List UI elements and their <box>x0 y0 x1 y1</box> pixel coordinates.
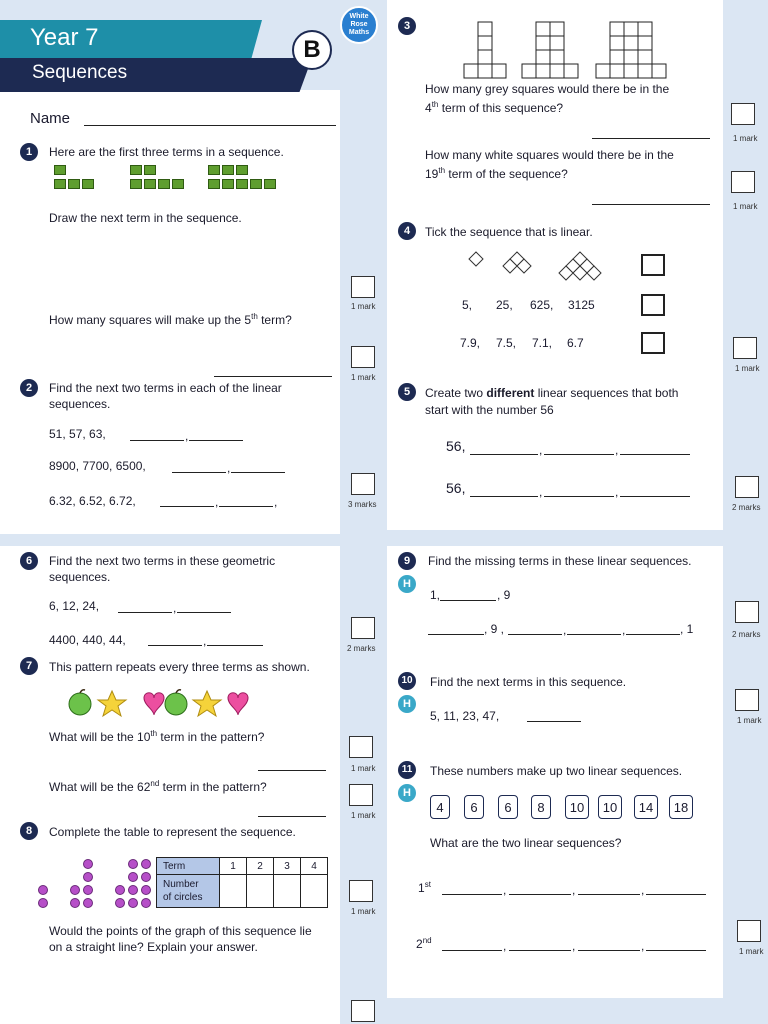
q4-row2-term-3: 625, <box>530 298 554 312</box>
heart-icon <box>144 693 164 715</box>
question-number-1: 1 <box>20 143 38 161</box>
q4-tick-box-1[interactable] <box>641 254 665 276</box>
q2-seq1: 51, 57, 63, <box>49 427 106 441</box>
q1-mark-label-2: 1 mark <box>351 373 376 382</box>
q9-mark-box[interactable] <box>735 601 759 623</box>
q5-text-2: start with the number 56 <box>425 403 554 417</box>
q6-seq1-blank-1[interactable] <box>118 612 172 613</box>
q5-seq1-blank-1[interactable] <box>470 454 538 455</box>
apple-icon-2 <box>165 690 187 715</box>
q11-card-8: 18 <box>669 795 693 819</box>
q2-seq2-blank-2[interactable] <box>231 472 285 473</box>
q3-answer-line-2[interactable] <box>592 204 710 205</box>
q11-first-comma-2: , <box>572 883 576 897</box>
q8-term-4: 4 <box>301 858 328 875</box>
star-icon <box>98 691 126 716</box>
q1-mark-box-2[interactable] <box>351 346 375 368</box>
q2-seq3: 6.32, 6.52, 6.72, <box>49 494 136 508</box>
logo-word-2: Rose <box>350 21 368 28</box>
q1-text: Here are the first three terms in a sequence. <box>49 145 284 159</box>
q4-text: Tick the sequence that is linear. <box>425 225 593 239</box>
q6-seq1-blank-2[interactable] <box>177 612 231 613</box>
q9-mark-label: 2 marks <box>732 630 761 639</box>
q3-pattern-svg <box>458 20 668 80</box>
q11-second-comma-1: , <box>503 939 507 953</box>
q4-tick-box-3[interactable] <box>641 332 665 354</box>
q11-mark-label: 1 mark <box>739 947 764 956</box>
q7-mark-label-1: 1 mark <box>351 764 376 773</box>
q6-seq1-comma: , <box>173 601 177 615</box>
hyper-badge-10: H <box>398 695 416 713</box>
q4-mark-box[interactable] <box>733 337 757 359</box>
q4-tick-box-2[interactable] <box>641 294 665 316</box>
q8-term-2: 2 <box>247 858 274 875</box>
name-line[interactable] <box>84 125 336 126</box>
q2-seq1-blank-1[interactable] <box>130 440 184 441</box>
bottom-mark-box-left[interactable] <box>351 1000 375 1022</box>
heart-icon-2 <box>228 693 248 715</box>
q11-card-2: 6 <box>464 795 484 819</box>
q11-first-comma-3: , <box>641 883 645 897</box>
q3-answer-line-1[interactable] <box>592 138 710 139</box>
q10-mark-box[interactable] <box>735 689 759 711</box>
white-rose-maths-logo <box>340 6 378 44</box>
q6-mark-box[interactable] <box>351 617 375 639</box>
q11-card-6: 10 <box>598 795 622 819</box>
q11-second-comma-2: , <box>572 939 576 953</box>
q11-second-blank-1[interactable] <box>442 950 502 951</box>
q10-answer-blank[interactable] <box>527 721 581 722</box>
q2-seq3-blank-1[interactable] <box>160 506 214 507</box>
q5-text: Create two different linear sequences that both <box>425 386 679 400</box>
q8-mark-box[interactable] <box>349 880 373 902</box>
year-title: Year 7 <box>30 24 99 51</box>
q11-first-blank-1[interactable] <box>442 894 502 895</box>
q4-row3-term-4: 6.7 <box>567 336 584 350</box>
topic-title: Sequences <box>32 62 128 83</box>
q5-seq1-blank-2[interactable] <box>544 454 614 455</box>
q6-text: Find the next two terms in these geometric sequences. <box>49 554 276 584</box>
question-number-2: 2 <box>20 379 38 397</box>
q10-seq: 5, 11, 23, 47, <box>430 709 500 723</box>
q6-seq2-blank-2[interactable] <box>207 645 263 646</box>
version-badge <box>292 30 332 70</box>
q8-circles-cell-4[interactable] <box>301 875 328 908</box>
q2-mark-label: 3 marks <box>348 500 377 509</box>
q9-seq2-comma-2: , <box>622 623 626 637</box>
q11-second-blank-4[interactable] <box>646 950 706 951</box>
q6-seq2: 4400, 440, 44, <box>49 633 126 647</box>
q6-mark-label: 2 marks <box>347 644 376 653</box>
q8-circles-cell-2[interactable] <box>247 875 274 908</box>
question-number-5: 5 <box>398 383 416 401</box>
question-number-3: 3 <box>398 17 416 35</box>
q11-card-7: 14 <box>634 795 658 819</box>
question-number-6: 6 <box>20 552 38 570</box>
q7-pattern-svg <box>66 688 256 718</box>
q7-text: This pattern repeats every three terms as shown. <box>49 660 310 674</box>
q2-seq3-comma-1: , <box>215 495 219 509</box>
q2-mark-box[interactable] <box>351 473 375 495</box>
q1-question: How many squares will make up the 5th term? <box>49 312 292 327</box>
apple-icon <box>69 690 91 715</box>
q11-first-blank-4[interactable] <box>646 894 706 895</box>
q5-start-1: 56, <box>446 438 466 454</box>
q2-seq2-comma: , <box>227 461 231 475</box>
q8-term-1: 1 <box>220 858 247 875</box>
q11-card-1: 4 <box>430 795 450 819</box>
q10-mark-label: 1 mark <box>737 716 762 725</box>
q8-mark-label: 1 mark <box>351 907 376 916</box>
q11-first-label: 1st <box>418 880 431 895</box>
q11-question: What are the two linear sequences? <box>430 836 622 850</box>
q11-text: These numbers make up two linear sequences. <box>430 764 683 778</box>
q9-seq2-blank-4[interactable] <box>626 634 680 635</box>
q4-diamond-pattern <box>466 248 606 284</box>
question-number-10: 10 <box>398 672 416 690</box>
q7-question-1: What will be the 10th term in the pattern? <box>49 729 265 744</box>
q8-text: Complete the table to represent the sequence. <box>49 825 296 839</box>
name-label: Name <box>30 110 71 127</box>
q2-seq3-blank-2[interactable] <box>219 506 273 507</box>
q4-diamond-svg <box>466 248 606 284</box>
q1-mark-box-1[interactable] <box>351 276 375 298</box>
q11-card-3: 6 <box>498 795 518 819</box>
q8-table-circles-label: Number of circles <box>157 875 220 908</box>
q1-pattern-terms <box>54 165 284 193</box>
q11-first-blank-2[interactable] <box>509 894 571 895</box>
q3-pattern <box>458 20 668 80</box>
q9-seq1-end: , 9 <box>497 588 511 602</box>
q2-text: Find the next two terms in each of the linear sequences. <box>49 381 282 411</box>
q4-mark-label: 1 mark <box>735 364 760 373</box>
q5-start-2: 56, <box>446 480 466 496</box>
q7-mark-box-2[interactable] <box>349 784 373 806</box>
question-number-11: 11 <box>398 761 416 779</box>
q8-circles-cell-1[interactable] <box>220 875 247 908</box>
q4-row2-term-2: 25, <box>496 298 513 312</box>
q7-mark-box-1[interactable] <box>349 736 373 758</box>
q4-row2-term-1: 5, <box>462 298 473 312</box>
q6-seq1: 6, 12, 24, <box>49 599 100 613</box>
q3-mark-label-1: 1 mark <box>733 134 758 143</box>
q5-seq2-blank-3[interactable] <box>620 496 690 497</box>
q8-table <box>156 857 328 908</box>
q3-mark-box-1[interactable] <box>731 103 755 125</box>
q11-first-blank-3[interactable] <box>578 894 640 895</box>
q7-answer-line-2[interactable] <box>258 816 326 817</box>
q4-row3-term-2: 7.5, <box>496 336 517 350</box>
q4-row3-term-3: 7.1, <box>532 336 553 350</box>
q5-seq1-comma-2: , <box>615 443 619 457</box>
q5-seq2-blank-1[interactable] <box>470 496 538 497</box>
q9-seq2-blank-2[interactable] <box>508 634 562 635</box>
q11-second-blank-2[interactable] <box>509 950 571 951</box>
q5-seq2-comma-1: , <box>539 485 543 499</box>
question-number-4: 4 <box>398 222 416 240</box>
q5-mark-label: 2 marks <box>732 503 761 512</box>
q7-question-2: What will be the 62nd term in the pattern? <box>49 779 267 794</box>
q2-seq3-comma-2: , <box>274 495 278 509</box>
q11-second-blank-3[interactable] <box>578 950 640 951</box>
q9-seq1-blank[interactable] <box>440 600 496 601</box>
version-letter: B <box>303 36 321 63</box>
q5-mark-box[interactable] <box>735 476 759 498</box>
q7-pattern <box>66 688 256 718</box>
q9-seq2-end: , 1 <box>680 622 694 636</box>
q11-first-comma-1: , <box>503 883 507 897</box>
q9-seq2-blank-3[interactable] <box>567 634 621 635</box>
q2-seq2: 8900, 7700, 6500, <box>49 459 146 473</box>
q2-seq1-comma: , <box>185 429 189 443</box>
q3-text-2: How many white squares would there be in the 19th term of the sequence? <box>425 148 674 181</box>
question-number-7: 7 <box>20 657 38 675</box>
q11-mark-box[interactable] <box>737 920 761 942</box>
q9-seq2-blank-1[interactable] <box>428 634 484 635</box>
q1-mark-label-1: 1 mark <box>351 302 376 311</box>
q11-card-4: 8 <box>531 795 551 819</box>
q7-mark-label-2: 1 mark <box>351 811 376 820</box>
logo-word-3: Maths <box>348 29 370 36</box>
q5-seq2-blank-2[interactable] <box>544 496 614 497</box>
q8-circle-pattern <box>36 855 156 913</box>
hyper-badge-11: H <box>398 784 416 802</box>
q2-seq1-blank-2[interactable] <box>189 440 243 441</box>
q6-seq2-blank-1[interactable] <box>148 645 202 646</box>
logo-word-1: White <box>349 13 369 20</box>
q5-seq1-blank-3[interactable] <box>620 454 690 455</box>
q8-question: Would the points of the graph of this sequence lie on a straight line? Explain your answer. <box>49 924 312 954</box>
q11-second-comma-3: , <box>641 939 645 953</box>
q11-second-label: 2nd <box>416 936 432 951</box>
q1-answer-line[interactable] <box>214 376 332 377</box>
q3-text-1: How many grey squares would there be in the 4th term of this sequence? <box>425 82 670 115</box>
q6-seq2-comma: , <box>203 634 207 648</box>
q9-text: Find the missing terms in these linear sequences. <box>428 554 692 568</box>
q5-seq1-comma-1: , <box>539 443 543 457</box>
q8-table-term-label: Term <box>157 858 220 875</box>
q9-seq2-nine: , 9 , <box>484 622 505 636</box>
q5-seq2-comma-2: , <box>615 485 619 499</box>
star-icon-2 <box>193 691 221 716</box>
q4-row2-term-4: 3125 <box>568 298 595 312</box>
q9-seq1-start: 1, <box>430 588 441 602</box>
q3-mark-label-2: 1 mark <box>733 202 758 211</box>
q3-mark-box-2[interactable] <box>731 171 755 193</box>
q9-seq2-comma-1: , <box>563 623 567 637</box>
question-number-8: 8 <box>20 822 38 840</box>
hyper-badge-9: H <box>398 575 416 593</box>
q4-row3-term-1: 7.9, <box>460 336 481 350</box>
question-number-9: 9 <box>398 552 416 570</box>
q2-seq2-blank-1[interactable] <box>172 472 226 473</box>
q7-answer-line-1[interactable] <box>258 770 326 771</box>
q1-draw-text: Draw the next term in the sequence. <box>49 211 242 225</box>
q8-term-3: 3 <box>274 858 301 875</box>
q10-text: Find the next terms in this sequence. <box>430 675 627 689</box>
q8-circles-cell-3[interactable] <box>274 875 301 908</box>
q11-card-5: 10 <box>565 795 589 819</box>
